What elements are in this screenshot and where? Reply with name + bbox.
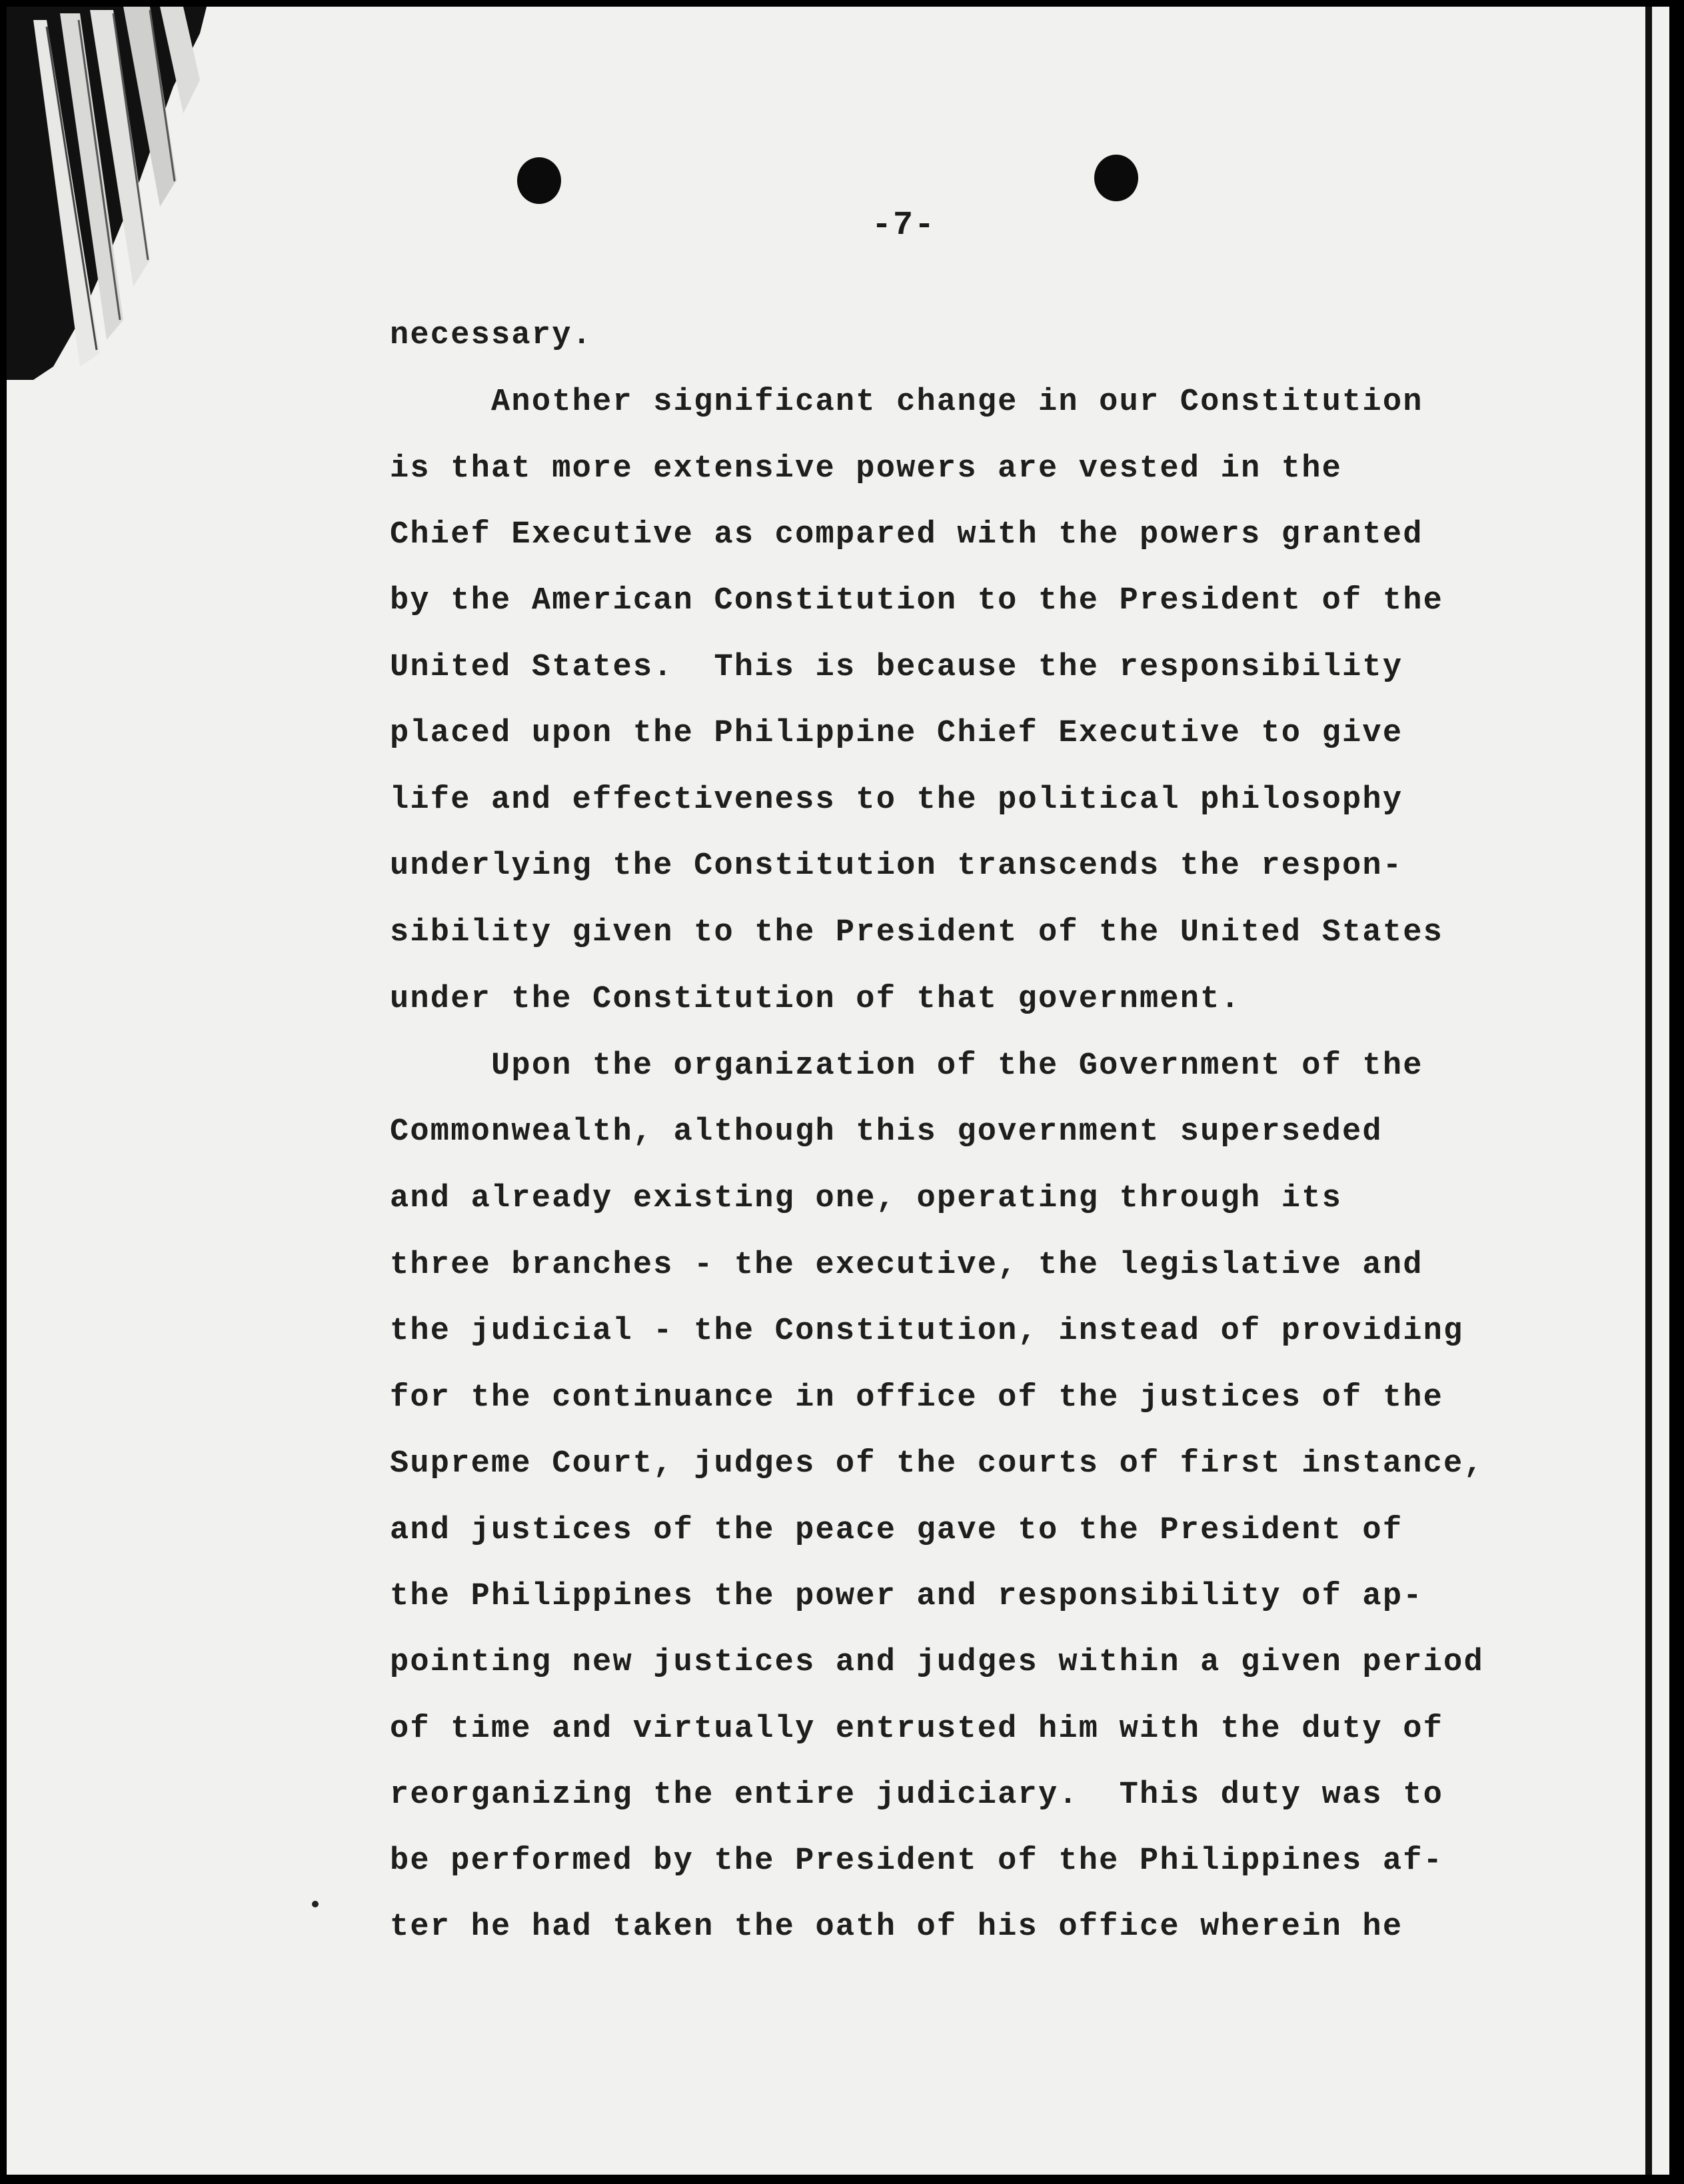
body-line: necessary. xyxy=(390,318,593,353)
body-line: is that more extensive powers are vested in the xyxy=(390,451,1343,487)
body-line: placed upon the Philippine Chief Executive to give xyxy=(390,716,1403,751)
body-line: Chief Executive as compared with the powers granted xyxy=(390,517,1423,552)
body-line: and justices of the peace gave to the President of xyxy=(390,1513,1403,1548)
body-line: of time and virtually entrusted him with the duty of xyxy=(390,1711,1444,1747)
body-line: the Philippines the power and responsibility of ap- xyxy=(390,1579,1423,1614)
body-line: the judicial - the Constitution, instead of providing xyxy=(390,1314,1464,1349)
body-line: pointing new justices and judges within a given period xyxy=(390,1645,1484,1680)
body-line: ter he had taken the oath of his office wherein he xyxy=(390,1909,1403,1945)
body-text xyxy=(7,7,1669,2175)
body-line: Commonwealth, although this government superseded xyxy=(390,1114,1383,1150)
page-number: -7- xyxy=(872,207,936,245)
stray-mark xyxy=(312,1901,319,1907)
body-line: Another significant change in our Constitution xyxy=(390,385,1423,420)
body-line: Supreme Court, judges of the courts of first instance, xyxy=(390,1446,1484,1482)
document-page xyxy=(7,7,1669,2175)
body-line: Upon the organization of the Government of the xyxy=(390,1048,1423,1084)
body-line: three branches - the executive, the legislative and xyxy=(390,1248,1423,1283)
body-line: and already existing one, operating through its xyxy=(390,1181,1343,1216)
body-line: be performed by the President of the Philippines af- xyxy=(390,1843,1444,1879)
body-line: by the American Constitution to the President of the xyxy=(390,583,1444,618)
body-line: life and effectiveness to the political philosophy xyxy=(390,782,1403,818)
body-line: under the Constitution of that government. xyxy=(390,982,1241,1017)
body-line: reorganizing the entire judiciary. This duty was to xyxy=(390,1777,1444,1813)
body-line: sibility given to the President of the United States xyxy=(390,915,1444,950)
body-line: underlying the Constitution transcends the respon- xyxy=(390,848,1403,884)
body-line: for the continuance in office of the justices of the xyxy=(390,1380,1444,1416)
body-line: United States. This is because the responsibility xyxy=(390,650,1403,685)
